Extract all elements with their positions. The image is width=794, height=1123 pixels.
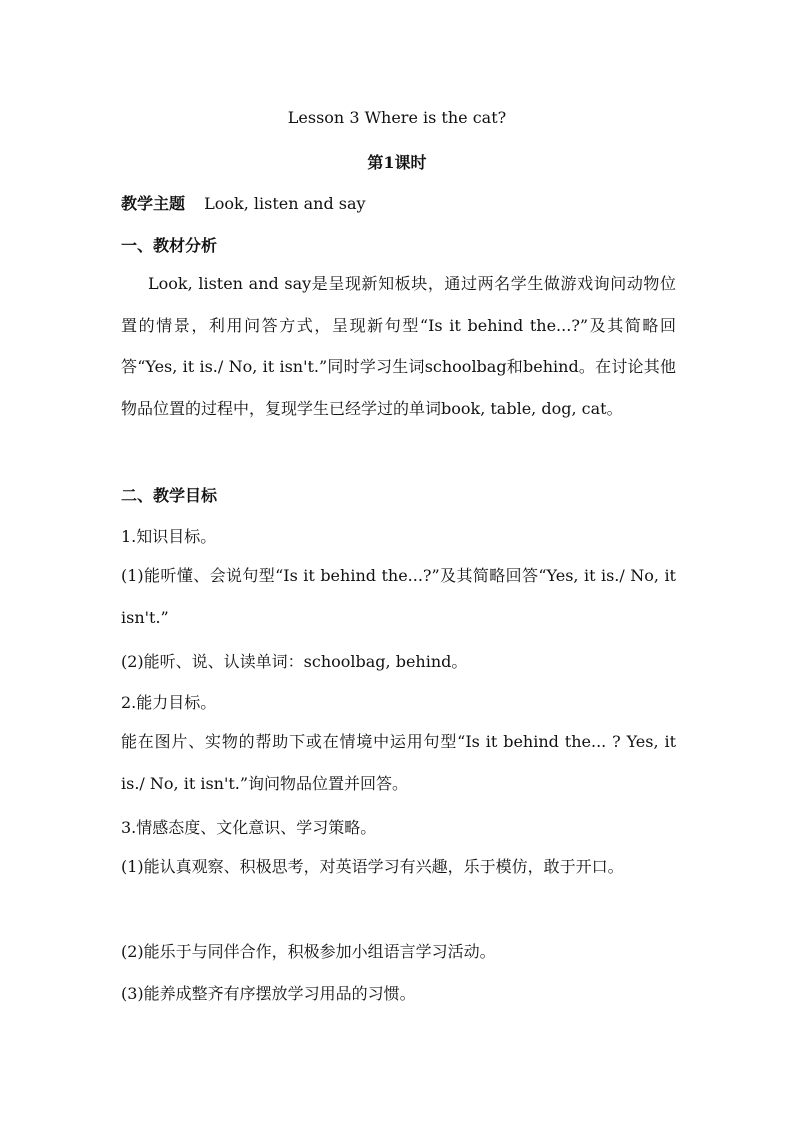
lesson-subtitle: 第1课时 [367,153,427,172]
objective-item: (1)能认真观察、积极思考，对英语学习有兴趣，乐于模仿，敢于开口。 [121,857,624,876]
topic-label: 教学主题 [121,194,186,213]
lesson-title: Lesson 3 Where is the cat? [287,108,507,127]
section1-paragraph: Look, listen and say是呈现新知板块，通过两名学生做游戏询问动物位置的情景，利用问答方式，呈现新句型“Is it behind the...?”及其简略回答“Yes, it is./ No, it isn't.”同时学习生词schoolbag和behind。在讨论其他物品位置的过程中，复现学生已经学过的单词book, table, dog, cat。 [121,274,676,418]
objective-item: (2)能听、说、认读单词：schoolbag, behind。 [121,652,468,671]
objective-item: 能在图片、实物的帮助下或在情境中运用句型“Is it behind the... ? Yes, it is./ No, it isn't.”询问物品位置并回答。 [121,732,676,793]
objective-item: (1)能听懂、会说句型“Is it behind the...?”及其简略回答“Yes, it is./ No, it isn't.” [121,566,676,627]
section1-heading: 一、教材分析 [121,236,218,255]
objective-item: (2)能乐于与同伴合作，积极参加小组语言学习活动。 [121,942,496,961]
objective-item: (3)能养成整齐有序摆放学习用品的习惯。 [121,984,416,1003]
topic-line [121,191,366,214]
objective-knowledge-heading: 1.知识目标。 [121,527,217,546]
objective-affective-heading: 3.情感态度、文化意识、学习策略。 [121,818,377,837]
objective-ability-heading: 2.能力目标。 [121,693,217,712]
topic-value: Look, listen and say [204,194,366,213]
section2-heading: 二、教学目标 [121,486,218,505]
